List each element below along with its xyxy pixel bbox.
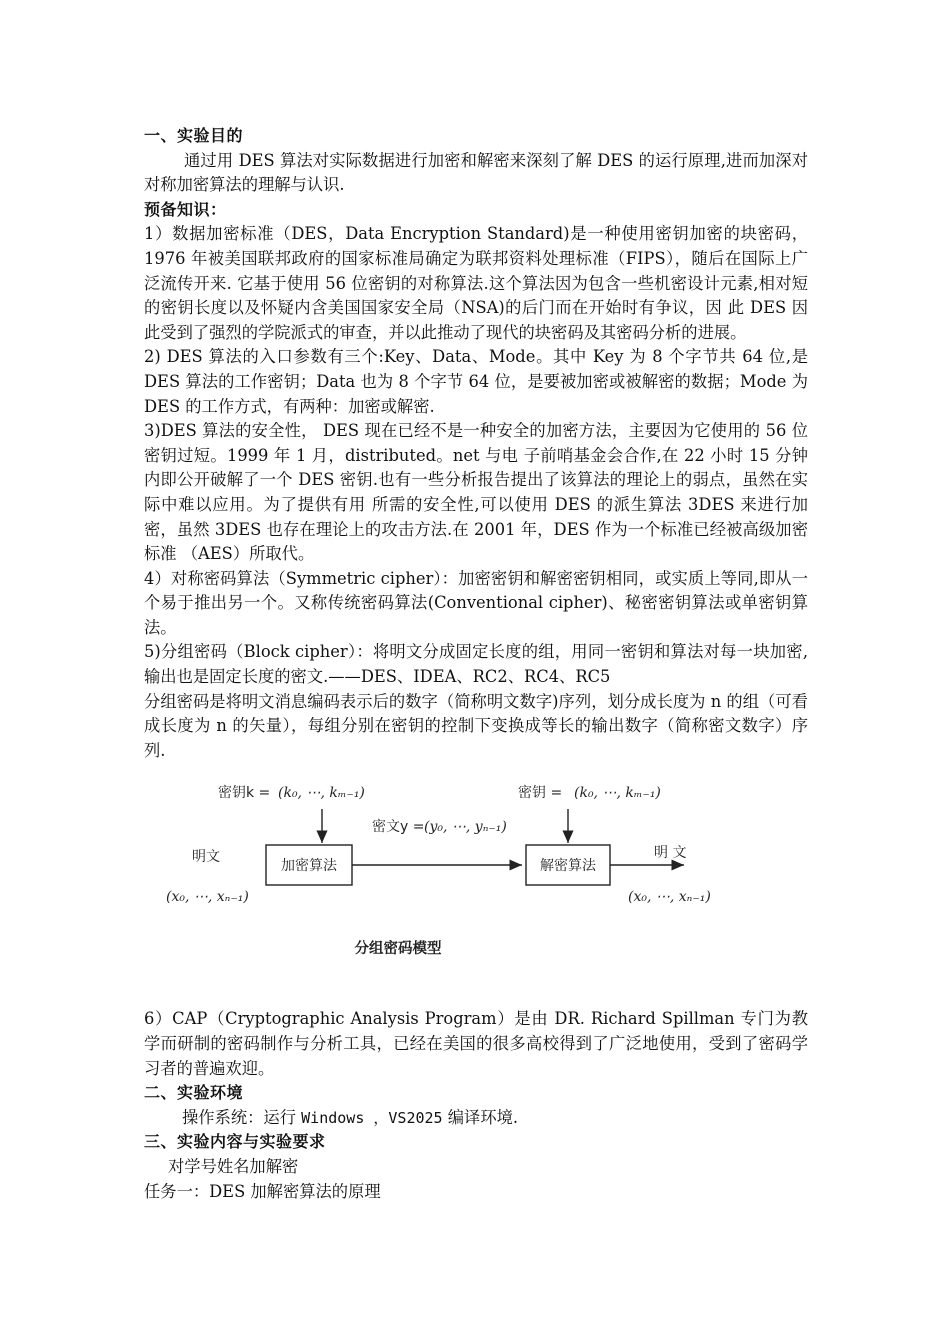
environment-prefix: 操作系统：运行 xyxy=(182,1107,302,1127)
section-heading-content: 三、实验内容与实验要求 xyxy=(144,1132,326,1152)
prep-item-6: 6）CAP（Cryptographic Analysis Program）是由 DR. Richard Spillman 专门为教学而研制的密码制作与分析工具，已经在美国的很多高校得到了广泛地使用，受到了密码学习者的普遍欢迎。 xyxy=(144,1009,808,1078)
block-cipher-model-figure xyxy=(144,771,808,1001)
key-right-label: 密钥 = xyxy=(518,785,563,802)
decrypt-algorithm-label: 解密算法 xyxy=(540,858,596,875)
encrypt-algorithm-label: 加密算法 xyxy=(281,858,337,875)
environment-suffix: 编译环境. xyxy=(442,1107,519,1127)
ciphertext-label: 密文y = xyxy=(372,819,425,836)
plaintext-input-label: 明文 xyxy=(192,849,220,866)
purpose-paragraph: 通过用 DES 算法对实际数据进行加密和解密来深刻了解 DES 的运行原理,进而加深对对称加密算法的理解与认识. xyxy=(144,150,808,195)
task-1-line: 任务一：DES 加解密算法的原理 xyxy=(144,1181,381,1201)
section-heading-purpose: 一、实验目的 xyxy=(144,126,244,145)
prep-item-5b: 分组密码是将明文消息编码表示后的数字（简称明文数字)序列，划分成长度为 n 的组（可看成长度为 n 的矢量），每组分别在密钥的控制下变换成等长的输出数字（简称密文数字）序列. xyxy=(144,691,808,760)
environment-os-compiler: Windows ，VS2025 xyxy=(301,1108,443,1127)
ciphertext-tuple: (y₀, ⋯, yₙ₋₁) xyxy=(424,819,507,836)
key-right-tuple: (k₀, ⋯, kₘ₋₁) xyxy=(574,785,661,802)
content-line-1: 对学号姓名加解密 xyxy=(168,1157,299,1176)
plaintext-output-label: 明 文 xyxy=(654,845,687,862)
prep-item-1: 1）数据加密标准（DES，Data Encryption Standard)是一种使用密钥加密的块密码，1976 年被美国联邦政府的国家标准局确定为联邦资料处理标准（FIPS），随后在国际上广泛流传开来. 它基于使用 56 位密钥的对称算法.这个算法因为包含一些机密设计元素,相对短的密钥长度以及怀疑内含美国国家安全局（NSA)的后门而在开始时有争议，因 此 DES 因此受到了强烈的学院派式的审查，并以此推动了现代的块密码及其密码分析的进展。 xyxy=(144,224,808,342)
prep-item-4: 4）对称密码算法（Symmetric cipher）：加密密钥和解密密钥相同，或实质上等同,即从一个易于推出另一个。又称传统密码算法(Conventional cipher)、秘密密钥算法或单密钥算法。 xyxy=(144,568,808,637)
diagram-caption: 分组密码模型 xyxy=(354,941,442,958)
section-heading-environment: 二、实验环境 xyxy=(144,1083,244,1103)
prep-item-5a: 5)分组密码（Block cipher）：将明文分成固定长度的组，用同一密钥和算法对每一块加密,输出也是固定长度的密文.——DES、IDEA、RC2、RC4、RC5 xyxy=(144,642,808,687)
environment-line xyxy=(144,1106,808,1131)
prep-item-3: 3)DES 算法的安全性， DES 现在已经不是一种安全的加密方法，主要因为它使用的 56 位密钥过短。1999 年 1 月，distributed。net 与电 子前哨基金会合作,在 22 小时 15 分钟内即公开破解了一个 DES 密钥.也有一些分析报告提出了该算法的理论上的弱点，虽然在实际中难以应用。为了提供有用 所需的安全性,可以使用 DES 的派生算法 3DES 来进行加密，虽然 3DES 也存在理论上的攻击方法.在 2001 年，DES 作为一个标准已经被高级加密标准 （AES）所取代。 xyxy=(144,421,808,564)
block-cipher-model-diagram xyxy=(144,771,808,1001)
key-left-label: 密钥k = xyxy=(218,785,271,802)
plaintext-input-tuple: (x₀, ⋯, xₙ₋₁) xyxy=(166,889,249,906)
document-body xyxy=(144,124,808,1204)
prep-knowledge-heading: 预备知识： xyxy=(144,199,227,219)
key-left-tuple: (k₀, ⋯, kₘ₋₁) xyxy=(278,785,365,802)
prep-item-2: 2) DES 算法的入口参数有三个:Key、Data、Mode。其中 Key 为 8 个字节共 64 位,是 DES 算法的工作密钥；Data 也为 8 个字节 64 位，是要被加密或被解密的数据；Mode 为 DES 的工作方式，有两种：加密或解密. xyxy=(144,347,808,416)
plaintext-output-tuple: (x₀, ⋯, xₙ₋₁) xyxy=(628,889,711,906)
